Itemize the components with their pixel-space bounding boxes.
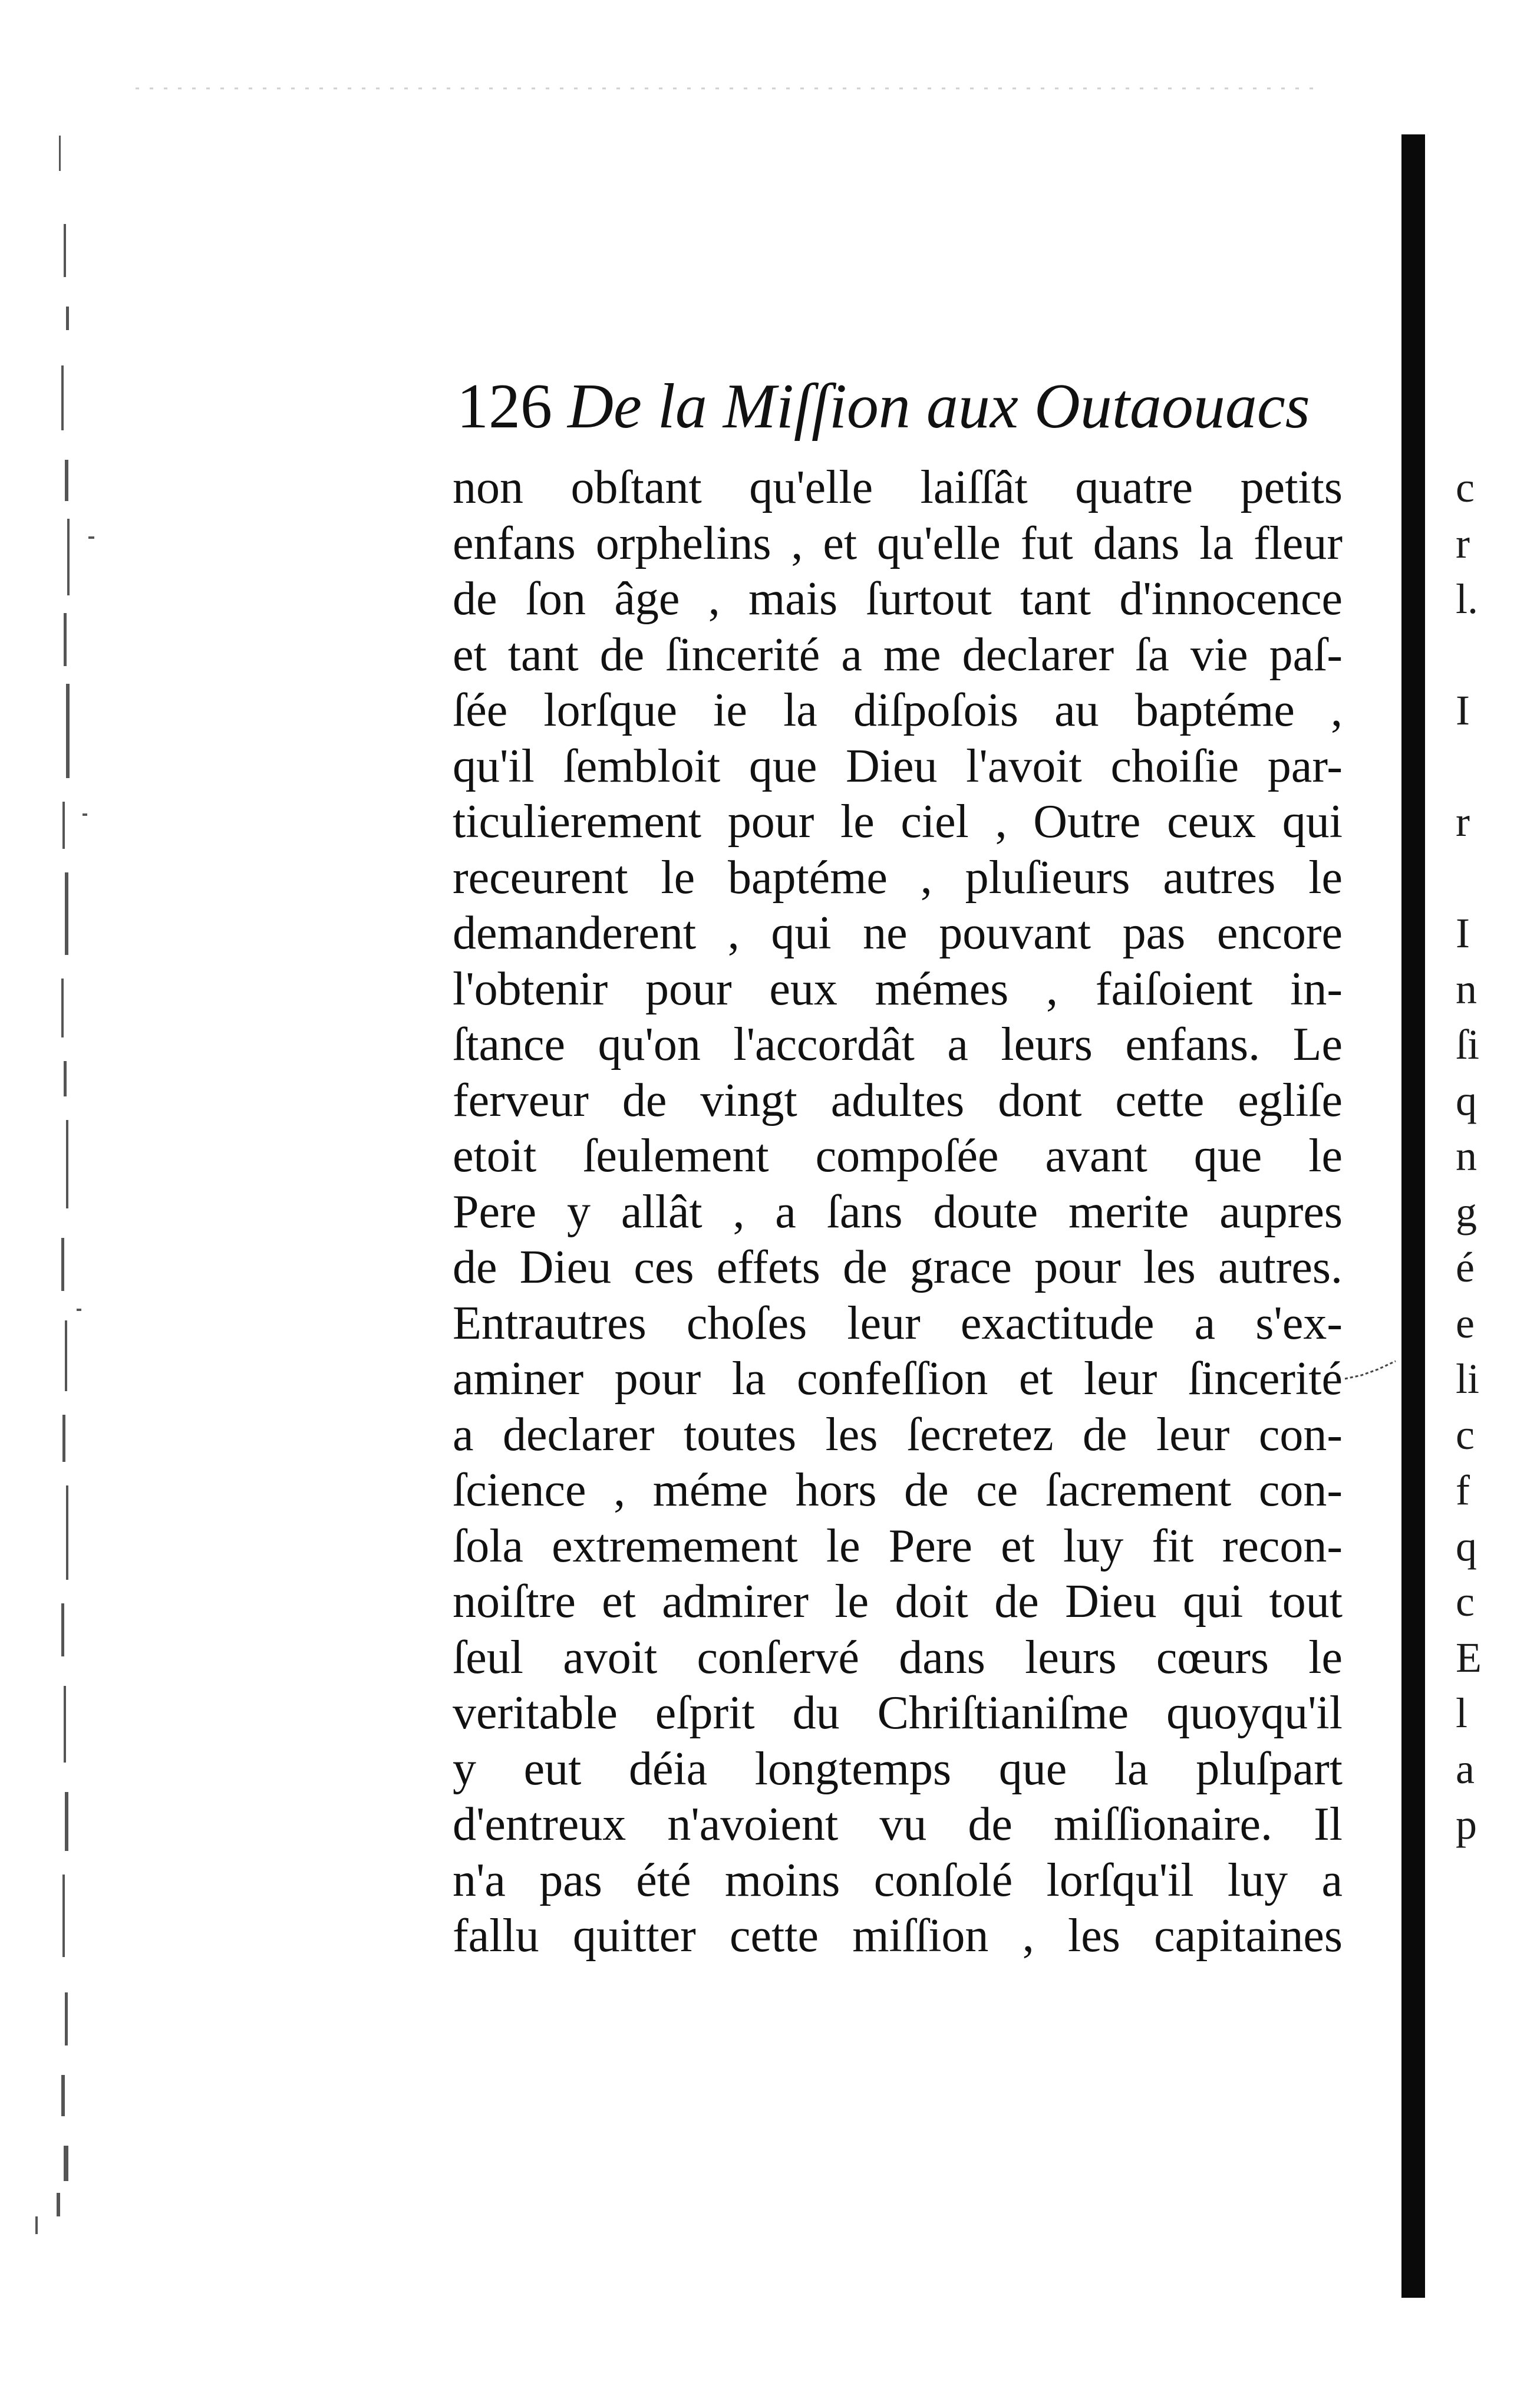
text-line: ſeul avoit conſervé dans leurs cœurs le <box>453 1631 1343 1684</box>
text-line: non obſtant qu'elle laiſſât quatre petits <box>453 462 1343 513</box>
text-line: demanderent , qui ne pouvant pas encore <box>453 907 1343 959</box>
text-line: y eut déia longtemps que la pluſpart <box>453 1742 1343 1795</box>
scan-noise-left-margin <box>0 0 118 2408</box>
facing-page-char: I <box>1456 910 1470 957</box>
facing-page-char: p <box>1456 1801 1477 1848</box>
text-line: enfans orphelins , et qu'elle fut dans la fleur <box>453 517 1343 569</box>
facing-page-char: e <box>1456 1299 1475 1347</box>
text-line: fallu quitter cette miſſion , les capitaines <box>453 1910 1343 1962</box>
scan-noise-top-dots <box>136 83 1314 94</box>
facing-page-char: c <box>1456 464 1475 511</box>
facing-page-char: a <box>1456 1745 1475 1793</box>
facing-page-char: c <box>1456 1411 1475 1458</box>
text-line: ſée lorſque ie la diſpoſois au baptéme , <box>453 684 1343 736</box>
facing-page-char: l. <box>1456 575 1479 622</box>
facing-page-char: ſi <box>1456 1021 1480 1068</box>
facing-page-edge <box>1456 460 1521 1853</box>
facing-page-char: n <box>1456 1132 1477 1180</box>
facing-page-char: q <box>1456 1522 1477 1570</box>
facing-page-char: n <box>1456 965 1477 1013</box>
body-text <box>453 460 1343 1964</box>
text-line: noiſtre et admirer le doit de Dieu qui tout <box>453 1576 1343 1628</box>
text-line: Entrautres choſes leur exactitude a s'ex- <box>453 1297 1343 1349</box>
text-line: de ſon âge , mais ſurtout tant d'innocence <box>453 573 1343 625</box>
page-number: 126 <box>457 371 552 442</box>
text-line: ſtance qu'on l'accordât a leurs enfans. Le <box>453 1019 1343 1070</box>
facing-page-char: li <box>1456 1355 1480 1402</box>
facing-page-gap <box>1456 850 1521 906</box>
text-line: qu'il ſembloit que Dieu l'avoit choiſie par- <box>453 740 1343 792</box>
running-header <box>457 368 1370 445</box>
facing-page-gap <box>1456 739 1521 795</box>
text-line: veritable eſprit du Chriſtianiſme quoyqu'il <box>453 1687 1343 1739</box>
text-line: Pere y allât , a ſans doute merite aupres <box>453 1185 1343 1238</box>
facing-page-char: g <box>1456 1188 1477 1236</box>
binding-shadow-bar <box>1401 134 1425 2298</box>
facing-page-char: l <box>1456 1689 1468 1737</box>
facing-page-char: E <box>1456 1633 1482 1681</box>
ink-stroke-mark <box>1344 1359 1397 1382</box>
facing-page-char: c <box>1456 1578 1475 1625</box>
text-line: de Dieu ces effets de grace pour les autres. <box>453 1241 1343 1293</box>
facing-page-char: r <box>1456 798 1470 845</box>
facing-page-char: f <box>1456 1467 1470 1514</box>
facing-page-char: q <box>1456 1076 1477 1124</box>
text-line: ticulierement pour le ciel , Outre ceux qui <box>453 796 1343 848</box>
text-line: ſcience , méme hors de ce ſacrement con- <box>453 1464 1343 1516</box>
text-line: n'a pas été moins conſolé lorſqu'il luy a <box>453 1854 1343 1906</box>
facing-page-char: r <box>1456 519 1470 567</box>
facing-page-char: é <box>1456 1244 1475 1291</box>
text-line: ferveur de vingt adultes dont cette egliſe <box>453 1074 1343 1126</box>
running-title: De la Miſſion aux Outaouacs <box>568 371 1310 442</box>
text-line: a declarer toutes les ſecretez de leur con- <box>453 1408 1343 1461</box>
text-line: receurent le baptéme , pluſieurs autres le <box>453 851 1343 904</box>
facing-page-char: I <box>1456 687 1470 734</box>
text-line: etoit ſeulement compoſée avant que le <box>453 1130 1343 1182</box>
text-line: ſola extremement le Pere et luy fit recon- <box>453 1520 1343 1572</box>
text-line: aminer pour la confeſſion et leur ſincerité <box>453 1353 1343 1405</box>
text-line: l'obtenir pour eux mémes , faiſoient in- <box>453 963 1343 1015</box>
text-line: d'entreux n'avoient vu de miſſionaire. Il <box>453 1798 1343 1850</box>
facing-page-gap <box>1456 627 1521 683</box>
text-line: et tant de ſincerité a me declarer ſa vie paſ- <box>453 628 1343 681</box>
